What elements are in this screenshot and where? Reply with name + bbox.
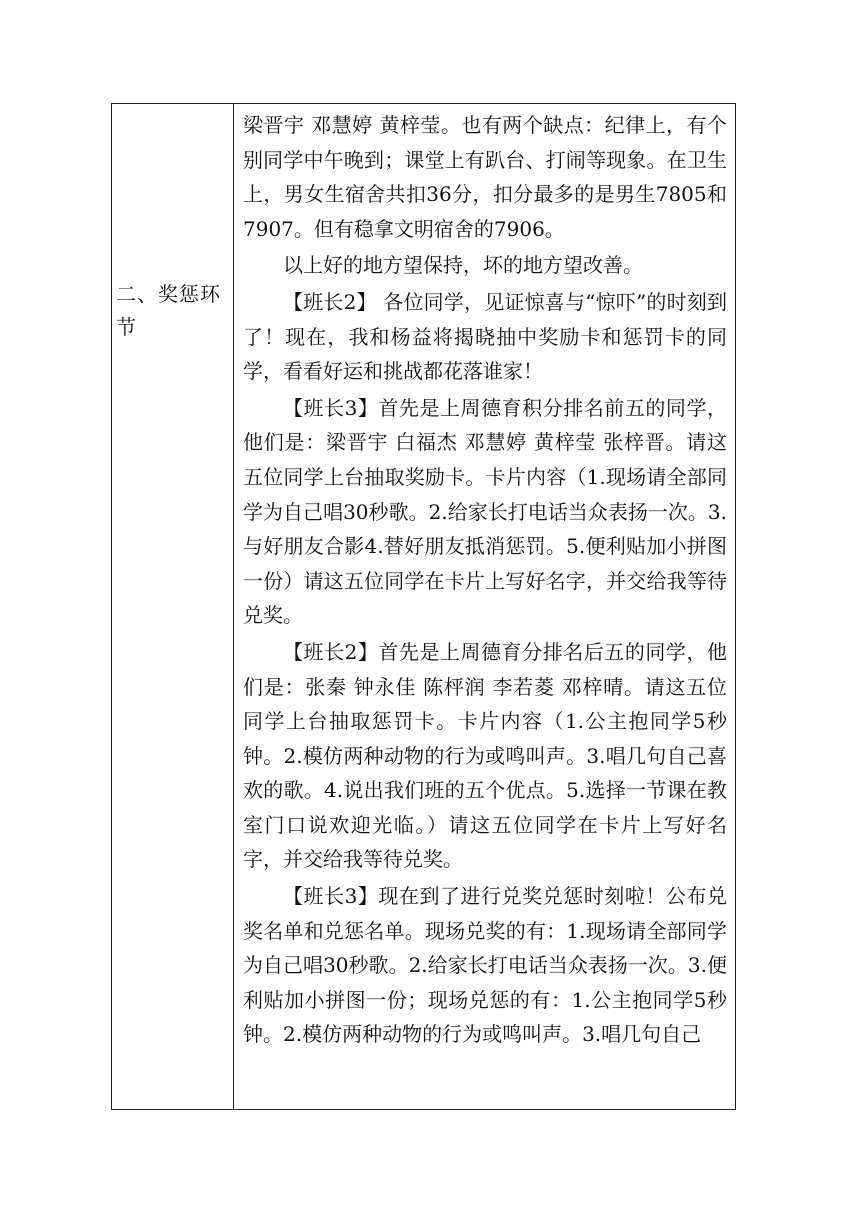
paragraph-monitor3-redeem: 【班长3】现在到了进行兑奖兑惩时刻啦！公布兑奖名单和兑惩名单。现场兑奖的有：1.现场请全部同学为自己唱30秒歌。2.给家长打电话当众表扬一次。3.便利贴加小拼图一份；现场兑惩的有：1.公主抱同学5秒钟。2.模仿两种动物的行为或鸣叫声。3.唱几句自己	[243, 884, 727, 1047]
document-table	[111, 103, 736, 1110]
section-label-cell	[112, 104, 234, 1109]
paragraph-summary: 梁晋宇 邓慧婷 黄梓莹。也有两个缺点：纪律上，有个别同学中午晚到；课堂上有趴台、打闹等现象。在卫生上，男女生宿舍共扣36分，扣分最多的是男生7805和7907。但有稳拿文明宿舍的7906。	[243, 113, 727, 241]
section-label: 二、奖惩环节	[116, 282, 221, 339]
paragraph-monitor2-penalty: 【班长2】首先是上周德育分排名后五的同学，他们是：张秦 钟永佳 陈枰润 李若菱 邓梓晴。请这五位同学上台抽取惩罚卡。卡片内容（1.公主抱同学5秒钟。2.模仿两种动物的行为或鸣叫声。3.唱几句自己喜欢的歌。4.说出我们班的五个优点。5.选择一节课在教室门口说欢迎光临。）请这五位同学在卡片上写好名字，并交给我等待兑奖。	[243, 639, 727, 872]
paragraph-hope: 以上好的地方望保持，坏的地方望改善。	[283, 253, 643, 278]
content-cell	[234, 104, 735, 1109]
paragraph-monitor2-intro: 【班长2】 各位同学，见证惊喜与“惊吓”的时刻到了！现在，我和杨益将揭晓抽中奖励卡和惩罚卡的同学，看看好运和挑战都花落谁家！	[243, 289, 727, 384]
paragraph-monitor3-reward: 【班长3】首先是上周德育积分排名前五的同学，他们是：梁晋宇 白福杰 邓慧婷 黄梓莹 张梓晋。请这五位同学上台抽取奖励卡。卡片内容（1.现场请全部同学为自己唱30秒歌。2.给家长打电话当众表扬一次。3.与好朋友合影4.替好朋友抵消惩罚。5.便利贴加小拼图一份）请这五位同学在卡片上写好名字，并交给我等待兑奖。	[243, 395, 727, 628]
